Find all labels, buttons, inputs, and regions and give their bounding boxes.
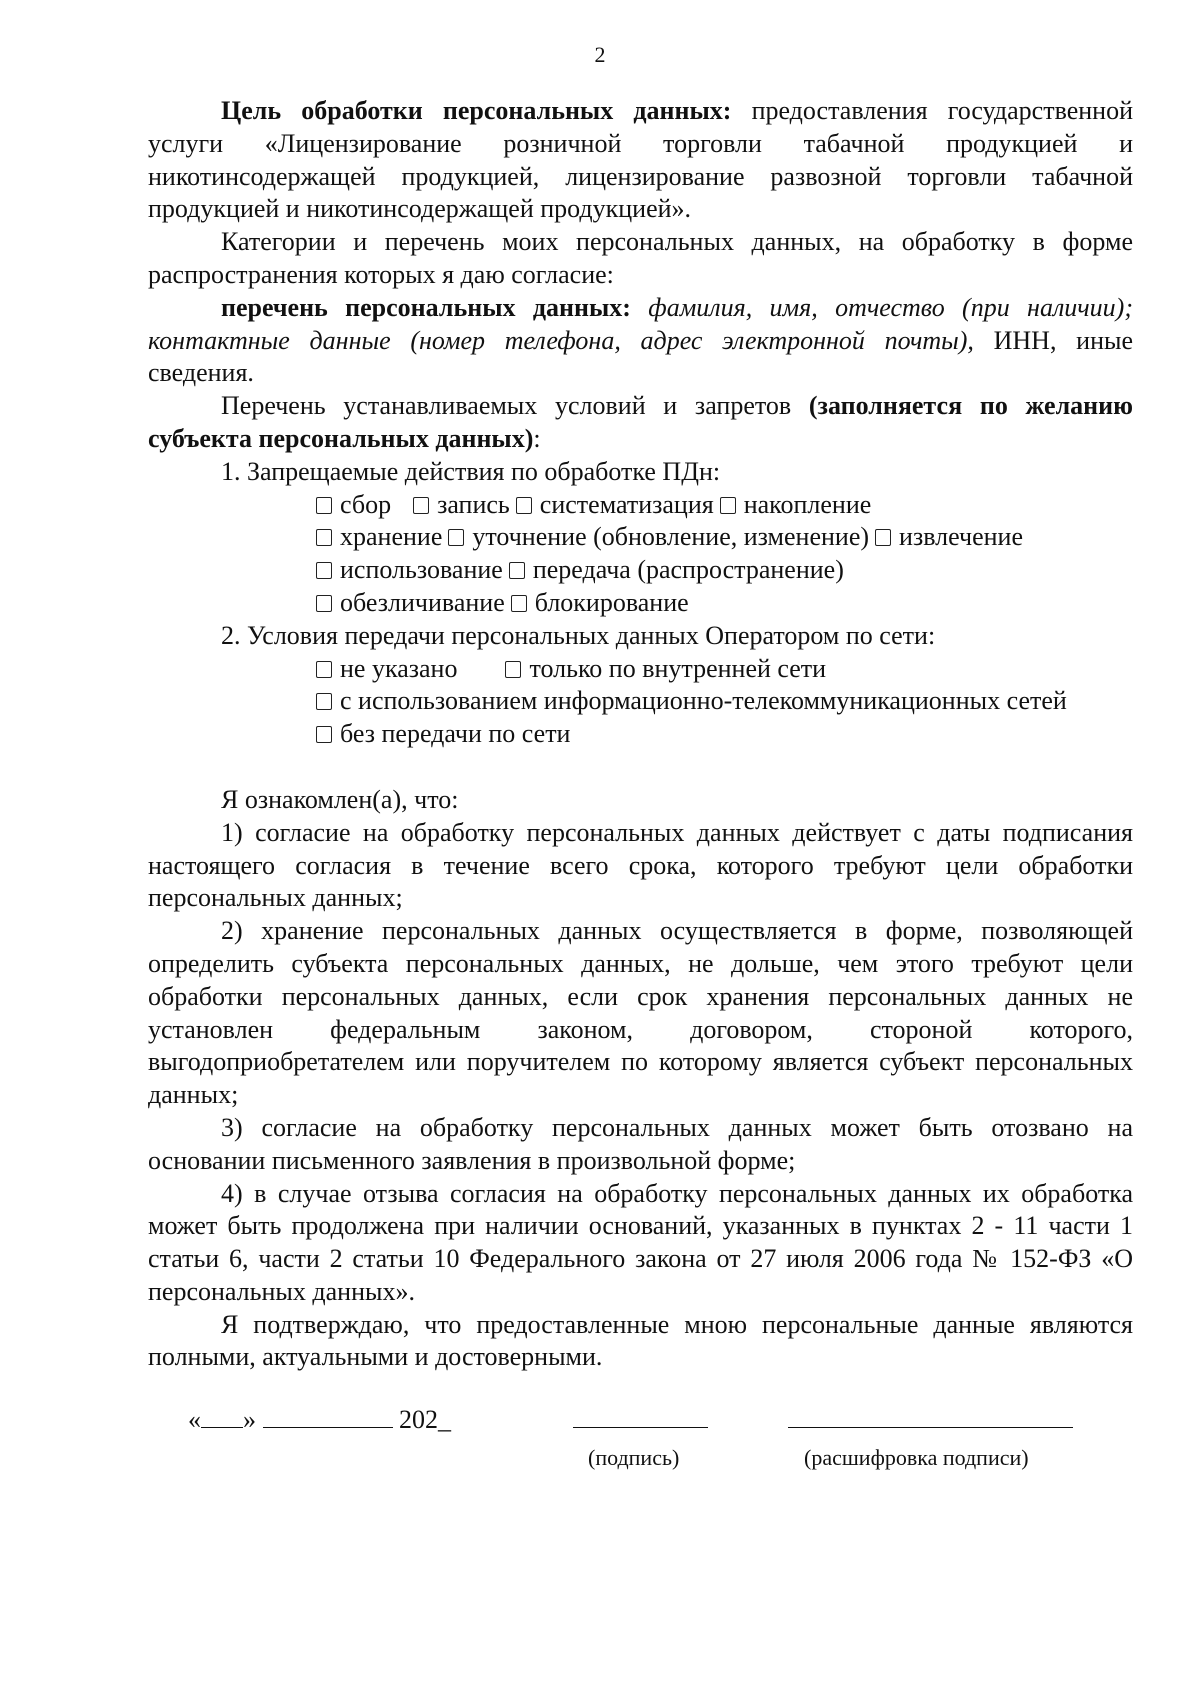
checkbox-clarification[interactable] [448, 529, 464, 546]
checkbox-not-specified[interactable] [316, 661, 332, 678]
month-blank[interactable] [263, 1405, 393, 1428]
conditions-text: Перечень устанавливаемых условий и запретов [221, 391, 809, 421]
checkbox-label: систематизация [539, 489, 714, 519]
checkbox-label: накопление [743, 489, 872, 519]
signature-caption: (подпись) [588, 1445, 680, 1471]
categories-intro: Категории и перечень моих персональных данных, на обработку в форме распространения которых я даю согласие: [148, 227, 1133, 289]
checkbox-label: передача (распространение) [532, 555, 844, 585]
checkbox-row [148, 685, 1133, 718]
name-field [788, 1404, 1073, 1437]
document-body [148, 95, 1133, 1484]
data-list-paragraph [148, 292, 1133, 390]
purpose-label: Цель обработки персональных данных: [221, 96, 732, 125]
purpose-paragraph [148, 95, 1133, 226]
checkbox-label: сбор [340, 489, 392, 519]
checkbox-blocking[interactable] [511, 595, 527, 612]
checkbox-no-network-transfer[interactable] [316, 726, 332, 743]
day-blank[interactable] [201, 1405, 243, 1428]
data-list-label: перечень персональных данных: [221, 292, 631, 322]
data-list-rest: ИНН, иные сведения. [148, 325, 1133, 388]
checkbox-accumulation[interactable] [720, 497, 736, 514]
checkbox-row [148, 653, 1133, 686]
checkbox-label: обезличивание [340, 587, 505, 617]
conditions-paragraph [148, 390, 1133, 456]
checkbox-label: хранение [340, 522, 443, 552]
acknowledgement-item: 3) согласие на обработку персональных данных может быть отозвано на основании письменного заявления в произвольной форме; [148, 1112, 1133, 1175]
acknowledgement-intro: Я ознакомлен(а), что: [221, 784, 459, 814]
signature-blank[interactable] [573, 1405, 708, 1428]
confirmation-paragraph: Я подтверждаю, что предоставленные мною персональные данные являются полными, актуальными и достоверными. [148, 1309, 1133, 1372]
signature-field [573, 1404, 708, 1437]
checkbox-telecom-networks[interactable] [316, 693, 332, 710]
checkbox-depersonalization[interactable] [316, 595, 332, 612]
checkbox-label: уточнение (обновление, изменение) [472, 522, 870, 552]
acknowledgement-item: 4) в случае отзыва согласия на обработку персональных данных их обработка может быть продолжена при наличии оснований, указанных в пунктах 2 - 11 части 1 статьи 6, части 2 статьи 10 Федерального закона от 27 июля 2006 года № 152-ФЗ «О персональных данных». [148, 1178, 1133, 1306]
name-blank[interactable] [788, 1405, 1073, 1428]
purpose-text: предоставления государственной услуги «Лицензирование розничной торговли табачной продукцией и никотинсодержащей продукцией, лицензирование развозной торговли табачной продукцией и никотинсодержащей продукцией». [148, 96, 1133, 224]
acknowledgement-item: 2) хранение персональных данных осуществляется в форме, позволяющей определить субъекта персональных данных, не дольше, чем этого требуют цели обработки персональных данных, если срок хранения персональных данных не установлен федеральным законом, договором, стороной которого, выгодоприобретателем или поручителем по которому является субъект персональных данных; [148, 916, 1133, 1110]
date-field [188, 1404, 451, 1437]
acknowledgement-item: 1) согласие на обработку персональных данных действует с даты подписания настоящего согласия в течение всего срока, которого требуют цели обработки персональных данных; [148, 817, 1133, 913]
checkbox-storage[interactable] [316, 529, 332, 546]
prohibited-heading: 1. Запрещаемые действия по обработке ПДн: [221, 456, 721, 486]
checkbox-transfer[interactable] [509, 562, 525, 579]
checkbox-collection[interactable] [316, 497, 332, 514]
checkbox-label: использование [340, 555, 503, 585]
checkbox-label: запись [437, 489, 510, 519]
checkbox-extraction[interactable] [875, 529, 891, 546]
checkbox-recording[interactable] [413, 497, 429, 514]
checkbox-row [148, 718, 1133, 751]
checkbox-label: блокирование [534, 587, 689, 617]
checkbox-usage[interactable] [316, 562, 332, 579]
conditions-bold: (заполняется по желанию субъекта персональных данных) [148, 391, 1133, 453]
name-caption: (расшифровка подписи) [804, 1445, 1029, 1471]
signature-block [148, 1404, 1133, 1484]
checkbox-label: извлечение [899, 522, 1024, 552]
checkbox-internal-network[interactable] [505, 661, 521, 678]
page-number: 2 [594, 42, 606, 67]
transfer-heading: 2. Условия передачи персональных данных Оператором по сети: [221, 620, 936, 650]
checkbox-row [148, 489, 1133, 522]
checkbox-row [148, 521, 1133, 554]
checkbox-row [148, 554, 1133, 587]
checkbox-label: с использованием информационно-телекоммуникационных сетей [340, 686, 1067, 716]
checkbox-label: без передачи по сети [340, 719, 571, 749]
checkbox-systematization[interactable] [516, 497, 532, 514]
checkbox-row [148, 587, 1133, 620]
data-list-italic: фамилия, имя, отчество (при наличии); контактные данные (номер телефона, адрес электронной почты), [148, 292, 1133, 355]
quote-open: « [188, 1405, 201, 1435]
conditions-end: : [533, 423, 541, 453]
quote-close: » [243, 1405, 256, 1435]
year-label: 202_ [399, 1405, 451, 1435]
checkbox-label: не указано [340, 653, 458, 683]
checkbox-label: только по внутренней сети [529, 653, 827, 683]
